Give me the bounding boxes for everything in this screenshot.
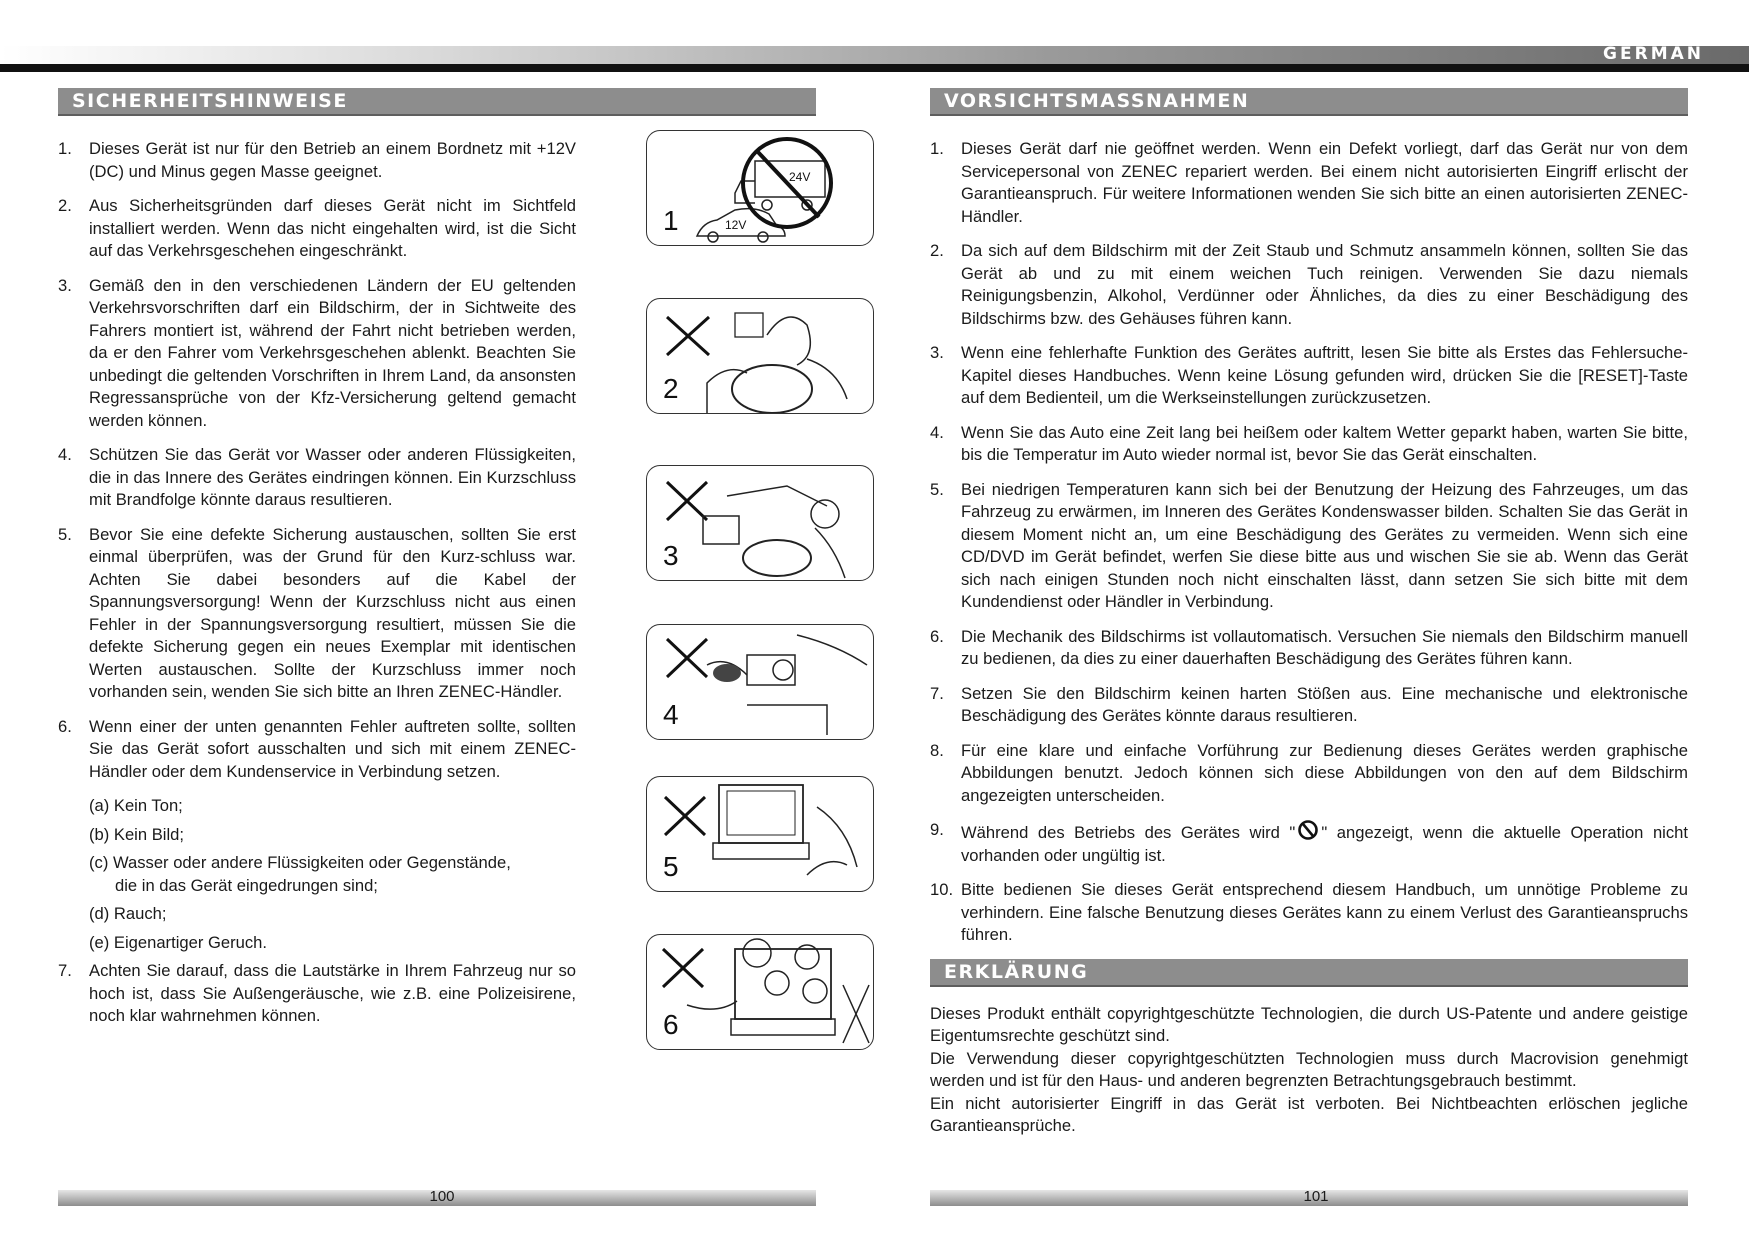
figure-label-24v: 24V (789, 170, 811, 184)
section-title-precautions: VORSICHTSMASSNAHMEN (930, 88, 1688, 116)
right-page (930, 88, 1688, 1138)
voltage-car-illustration (647, 131, 873, 245)
safety-list (58, 138, 576, 783)
list-item: 3. Gemäß den in den verschiedenen Ländern der EU geltenden Verkehrsvorschriften darf ein Bildschirm, der in Sichtweite des Fahrers montiert ist, während der Fahrt nicht betrieben werden, da er den Fahrer vom Verkehrsgeschehen ablenkt. Beachten Sie unbedingt die geltenden Vorschriften in Ihrem Land, da ansonsten Regressansprüche von der Kfz-Versicherung geltend gemacht werden können. (58, 275, 576, 430)
figure-number: 5 (663, 851, 679, 882)
sub-item: (d) Rauch; (89, 904, 167, 923)
sub-item: (b) Kein Bild; (89, 824, 184, 844)
list-item: 4. Wenn Sie das Auto eine Zeit lang bei heißem oder kaltem Wetter geparkt haben, warten Sie bitte, bis die Temperatur im Auto wieder normal ist, bevor Sie das Gerät einschalten. (930, 422, 1688, 464)
precautions-list (930, 138, 1688, 947)
fault-sublist (58, 795, 576, 954)
figure-3 (646, 465, 874, 581)
page-number-right: 101 (1303, 1188, 1329, 1205)
declaration-text (930, 1003, 1688, 1138)
sub-item: (c) Wasser oder andere Flüssigkeiten oder Gegenstände, die in das Gerät eingedrungen sind; (89, 853, 511, 895)
prohibited-icon (1297, 819, 1319, 841)
page-number-left: 100 (429, 1188, 455, 1205)
section-title-safety: SICHERHEITSHINWEISE (58, 88, 816, 116)
list-item: 7. Achten Sie darauf, dass die Lautstärke in Ihrem Fahrzeug nur so hoch ist, dass Sie Außengeräusche, wie z.B. eine Polizeisirene, noch klar wahrnehmen können. (58, 961, 576, 1025)
list-item: 7. Setzen Sie den Bildschirm keinen harten Stößen aus. Eine mechanische und elektronische Beschädigung des Gerätes könnte daraus resultieren. (930, 683, 1688, 725)
list-item: 2. Aus Sicherheitsgründen darf dieses Gerät nicht im Sichtfeld installiert werden. Wenn das nicht eingehalten wird, ist die Sicht auf das Verkehrsgeschehen eingeschränkt. (58, 196, 576, 260)
list-item: 5. Bei niedrigen Temperaturen kann sich bei der Benutzung der Heizung des Fahrzeuges, um das Fahrzeug zu erwärmen, im Inneren des Gerätes Kondenswasser bilden. Schalten Sie das Gerät in diesem Moment nicht an, um eine Beschädigung des Gerätes zu vermeiden. Wenn sich eine CD/DVD im Gerät befindet, werfen Sie diese bitte aus und wischen Sie sie ab. Wenn das Gerät sich nach einigen Stunden noch nicht einschalten lässt, dann setzen Sie sich bitte mit dem Kundendienst oder Händler in Verbindung. (930, 479, 1688, 611)
figure-1 (646, 130, 874, 246)
figure-4 (646, 624, 874, 740)
smoke-illustration (647, 935, 873, 1049)
list-item: 6. Die Mechanik des Bildschirms ist vollautomatisch. Versuchen Sie niemals den Bildschirm manuell zu bedienen, da dies zu einer dauerhaften Beschädigung des Gerätes führen kann. (930, 626, 1688, 668)
list-item: 8. Für eine klare und einfache Vorführung zur Bedienung dieses Gerätes werden graphische Abbildungen benutzt. Jedoch können sich diese Abbildungen von den auf dem Bildschirm angezeigten unterscheiden. (930, 740, 1688, 805)
list-item: 5. Bevor Sie eine defekte Sicherung austauschen, sollten Sie erst einmal überprüfen, was der Grund für den Kurz-schluss war. Achten Sie dabei besonders auf die Kabel der Spannungsversorgung! Wenn der Kurzschluss nicht aus einen Fehler in der Spannungsversorgung resultiert, müssen Sie die defekte Sicherung gegen ein neues Exemplar mit identischen Werten austauschen. Sollte der Kurzschluss immer noch vorhanden sein, wenden Sie sich bitte an Ihren ZENEC-Händler. (58, 524, 576, 701)
language-label: GERMAN (1603, 44, 1704, 64)
figure-label-12v: 12V (725, 218, 747, 232)
driver-view-illustration (647, 299, 873, 413)
sub-item: (e) Eigenartiger Geruch. (89, 932, 268, 952)
list-item: 3. Wenn eine fehlerhafte Funktion des Gerätes auftritt, lesen Sie bitte als Erstes das Fehlersuche-Kapitel dieses Handbuches. Wenn keine Lösung gefunden wird, drücken Sie die [RESET]-Taste auf dem Bedienteil, um die Werkseinstellungen zurückzusetzen. (930, 343, 1688, 407)
list-item: 4. Schützen Sie das Gerät vor Wasser oder anderen Flüssigkeiten, die in das Innere des Gerätes eindringen können. Ein Kurzschluss mit Brandfolge könnte daraus resultieren. (58, 445, 576, 509)
list-item: 9. Während des Betriebs des Gerätes wird " " angezeigt, wenn die aktuelle Operation nicht vorhanden oder ungültig ist. (930, 820, 1688, 865)
figure-number: 2 (663, 373, 679, 404)
list-item: 1. Dieses Gerät darf nie geöffnet werden. Wenn ein Defekt vorliegt, darf das Gerät nur von dem Servicepersonal von ZENEC repariert werden. Bei einem nicht autorisierten Eingriff erlischt der Garantieanspruch. Für weitere Informationen wenden Sie sich bitte an einen autorisierten ZENEC-Händler. (930, 139, 1688, 226)
figure-number: 6 (663, 1009, 679, 1040)
figure-number: 3 (663, 540, 679, 571)
paragraph: Ein nicht autorisierter Eingriff in das Gerät ist verboten. Bei Nichtbeachten erlöschen jegliche Garantieansprüche. (930, 1093, 1688, 1135)
figure-number: 4 (663, 699, 679, 730)
left-page (58, 88, 816, 1040)
list-item: 1. Dieses Gerät ist nur für den Betrieb an einem Bordnetz mit +12V (DC) und Minus gegen Masse geeignet. (58, 139, 576, 181)
figure-5 (646, 776, 874, 892)
paragraph: Die Verwendung dieser copyrightgeschützten Technologien muss durch Macrovision genehmigt werden und ist für den Haus- und anderen begrenzten Betrachtungsgebrauch bestimmt. (930, 1048, 1688, 1090)
paragraph: Dieses Produkt enthält copyrightgeschützte Technologien, die durch US-Patente und andere geistige Eigentumsrechte geschützt sind. (930, 1003, 1688, 1045)
sub-item: (a) Kein Ton; (89, 796, 183, 815)
figure-number: 1 (663, 205, 679, 236)
section-title-declaration: ERKLÄRUNG (930, 959, 1688, 987)
liquid-spill-illustration (647, 625, 873, 739)
screen-unit-illustration (647, 777, 873, 891)
list-item: 10. Bitte bedienen Sie dieses Gerät entsprechend diesem Handbuch, um unnötige Probleme zu verhindern. Eine falsche Benutzung dieses Gerätes kann zu einem Verlust des Garantieanspruchs führen. (930, 880, 1688, 944)
list-item: 6. Wenn einer der unten genannten Fehler auftreten sollte, sollten Sie das Gerät sofort ausschalten und sich mit einem ZENEC-Händler oder dem Kundenservice in Verbindung setzen. (58, 716, 576, 781)
driver-watching-screen-illustration (647, 466, 873, 580)
figure-6 (646, 934, 874, 1050)
list-item: 2. Da sich auf dem Bildschirm mit der Zeit Staub und Schmutz ansammeln können, sollten Sie das Gerät ab und zu mit einem weichen Tuch reinigen. Verwenden Sie dazu niemals Reinigungsbenzin, Alkohol, Verdünner oder Ähnliches, da dies zu einer Beschädigung des Bildschirms bzw. des Gehäuses führen kann. (930, 241, 1688, 328)
header-rule (0, 64, 1749, 72)
figure-2 (646, 298, 874, 414)
